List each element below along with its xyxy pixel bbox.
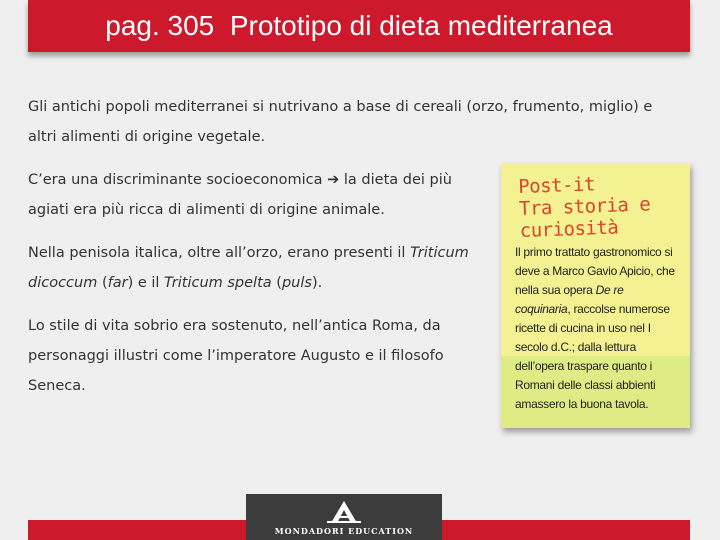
term-far: far <box>107 275 128 291</box>
paragraph-socioeconomica-end: la dieta dei più agiati era più ricca di alimenti di origine animale. <box>28 172 452 218</box>
paragraph-penisola-e: ). <box>311 275 323 291</box>
paragraph-penisola-c: ) e il <box>127 275 165 291</box>
term-puls: puls <box>281 275 312 291</box>
postit-brand-line2: Tra storia e curiosità <box>518 193 651 242</box>
paragraph-penisola-a: Nella penisola italica, oltre all’orzo, erano presenti il <box>28 245 411 261</box>
term-triticum-spelta: Triticum spelta <box>164 275 272 291</box>
paragraph-cereali <box>28 92 678 152</box>
paragraph-stile-text: Lo stile di vita sobrio era sostenuto, nell’antica Roma, da personaggi illustri come l’imperatore Augusto e il filosofo Seneca. <box>28 318 444 394</box>
postit-text-b: , raccolse numerose ricette di cucina in uso nel I secolo d.C.; dalla lettura dell’opera traspare quanto i Romani delle classi abbienti amassero la buona tavola. <box>515 302 670 411</box>
paragraph-socioeconomica <box>28 165 478 225</box>
paragraph-stile <box>28 311 478 401</box>
postit-work-title: De re coquinaria <box>515 283 624 316</box>
postit-brand <box>518 170 690 242</box>
postit-text-a: Il primo trattato gastronomico si deve a Marco Gavio Apicio, che nella sua opera <box>515 245 675 297</box>
paragraph-cereali-text: Gli antichi popoli mediterranei si nutrivano a base di cereali (orzo, frumento, miglio) e altri alimenti di origine vegetale. <box>28 99 653 145</box>
paragraph-penisola-b: ( <box>97 275 108 291</box>
paragraph-penisola-d: ( <box>271 275 282 291</box>
logo-text: MONDADORI EDUCATION <box>274 526 414 536</box>
logo-a-icon <box>327 500 361 524</box>
postit-note <box>501 163 690 428</box>
postit-text <box>515 243 679 414</box>
arrow-right-icon: ➔ <box>327 172 340 188</box>
paragraph-socioeconomica-start: C’era una discriminante socioeconomica <box>28 172 328 188</box>
paragraph-penisola <box>28 238 478 298</box>
title-bar <box>28 0 690 52</box>
term-triticum-dicoccum: Triticum dicoccum <box>28 245 469 291</box>
publisher-logo <box>246 494 442 540</box>
postit-brand-line1: Post-it <box>517 173 596 198</box>
slide-title: pag. 305 Prototipo di dieta mediterranea <box>105 10 613 41</box>
